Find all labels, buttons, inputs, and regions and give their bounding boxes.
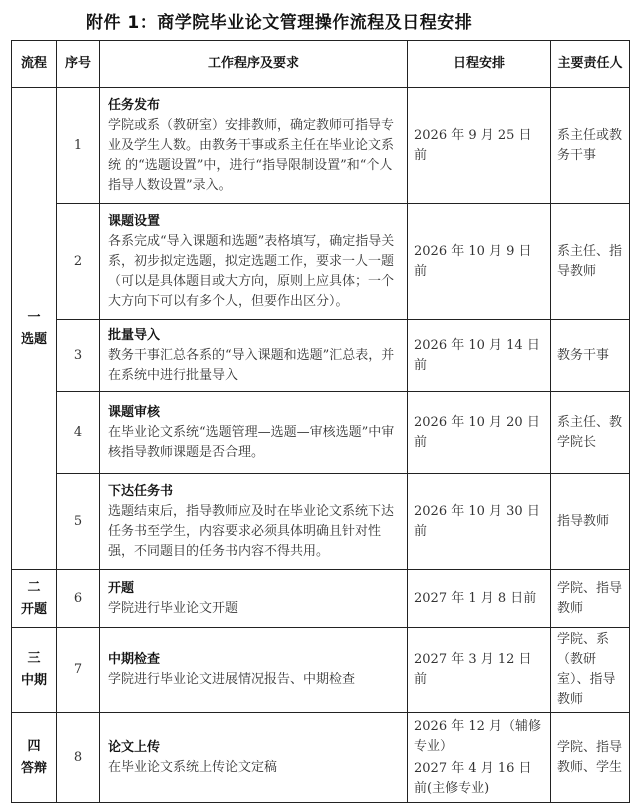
header-stage: 流程 [12,41,57,88]
schedule-cell: 2026 年 10 月 30 日前 [408,474,551,570]
task-cell [100,392,408,474]
table-row [12,570,630,628]
table-row [12,204,630,320]
header-schedule: 日程安排 [408,41,551,88]
task-title: 课题审核 [108,404,161,420]
seq-cell: 4 [57,392,100,474]
seq-cell: 3 [57,320,100,392]
responsible-cell: 系主任、指导教师 [551,204,630,320]
schedule-line-minor: 2026 年 12 月（辅修专业） [414,718,542,754]
document-title: 附件 1：商学院毕业论文管理操作流程及日程安排 [86,13,473,33]
task-title: 论文上传 [108,739,161,755]
seq-cell: 7 [57,628,100,713]
schedule-cell: 2026 年 10 月 9 日前 [408,204,551,320]
seq-cell: 5 [57,474,100,570]
schedule-cell: 2027 年 3 月 12 日前 [408,628,551,713]
stage-name: 答辩 [20,760,47,776]
task-cell [100,628,408,713]
seq-cell: 6 [57,570,100,628]
header-row [12,41,630,88]
table-row [12,474,630,570]
seq-cell: 1 [57,88,100,204]
task-cell [100,204,408,320]
task-cell [100,713,408,803]
table-row [12,88,630,204]
task-description: 在毕业论文系统上传论文定稿 [108,759,278,775]
schedule-cell [408,713,551,803]
task-description: 各系完成“导入课题和选题”表格填写，确定指导关系，初步拟定选题，拟定选题工作，要求一人一题（可以是具体题目或大方向，原则上应具体；一个大方向下可以有多个人，但要作出区分）。 [108,233,395,309]
task-title: 开题 [108,580,135,596]
task-title: 任务发布 [108,97,161,113]
responsible-cell: 系主任或教务干事 [551,88,630,204]
task-description: 学院或系（教研室）安排教师，确定教师可指导专业及学生人数。由教务干事或系主任在毕业论文系统 的“选题设置”中，进行“指导限制设置”和“个人指导人数设置”录入。 [108,117,395,193]
task-cell [100,88,408,204]
seq-cell: 2 [57,204,100,320]
task-title: 课题设置 [108,213,161,229]
stage-cell-defense [12,713,57,803]
stage-number: 一 [27,309,41,325]
responsible-cell: 教务干事 [551,320,630,392]
header-seq: 序号 [57,41,100,88]
table-row [12,392,630,474]
stage-name: 中期 [20,673,47,688]
stage-name: 选题 [20,331,47,347]
task-title: 中期检查 [108,652,161,667]
task-description: 教务干事汇总各系的“导入课题和选题”汇总表，并在系统中进行批量导入 [108,347,395,383]
seq-cell: 8 [57,713,100,803]
task-description: 在毕业论文系统“选题管理—选题—审核选题”中审核指导教师课题是否合理。 [108,424,395,460]
stage-number: 二 [27,579,41,595]
schedule-line-major: 2027 年 4 月 16 日前(主修专业) [414,760,532,796]
schedule-table [11,40,630,803]
responsible-cell: 学院、指导教师 [551,570,630,628]
table-row [12,628,630,713]
task-title: 批量导入 [108,327,161,343]
stage-cell-selection [12,88,57,570]
header-task: 工作程序及要求 [100,41,408,88]
header-responsible: 主要责任人 [551,41,630,88]
task-description: 学院进行毕业论文进展情况报告、中期检查 [108,672,356,687]
task-title: 下达任务书 [108,483,174,499]
schedule-cell: 2026 年 9 月 25 日前 [408,88,551,204]
stage-number: 四 [27,738,41,754]
responsible-cell: 系主任、教学院长 [551,392,630,474]
stage-cell-proposal [12,570,57,628]
task-cell [100,320,408,392]
table-row [12,713,630,803]
responsible-cell: 学院、系（教研室）、指导教师 [551,628,630,713]
table-row [12,320,630,392]
schedule-cell: 2026 年 10 月 14 日前 [408,320,551,392]
task-cell [100,474,408,570]
task-description: 学院进行毕业论文开题 [108,600,239,616]
schedule-cell: 2026 年 10 月 20 日前 [408,392,551,474]
stage-cell-midterm [12,628,57,713]
task-cell [100,570,408,628]
task-description: 选题结束后，指导教师应及时在毕业论文系统下达任务书至学生，内容要求必须具体明确且针对性强，不同题目的任务书内容不得共用。 [108,503,395,559]
stage-number: 三 [27,651,41,666]
schedule-cell: 2027 年 1 月 8 日前 [408,570,551,628]
responsible-cell: 学院、指导教师、学生 [551,713,630,803]
responsible-cell: 指导教师 [551,474,630,570]
stage-name: 开题 [20,601,47,617]
